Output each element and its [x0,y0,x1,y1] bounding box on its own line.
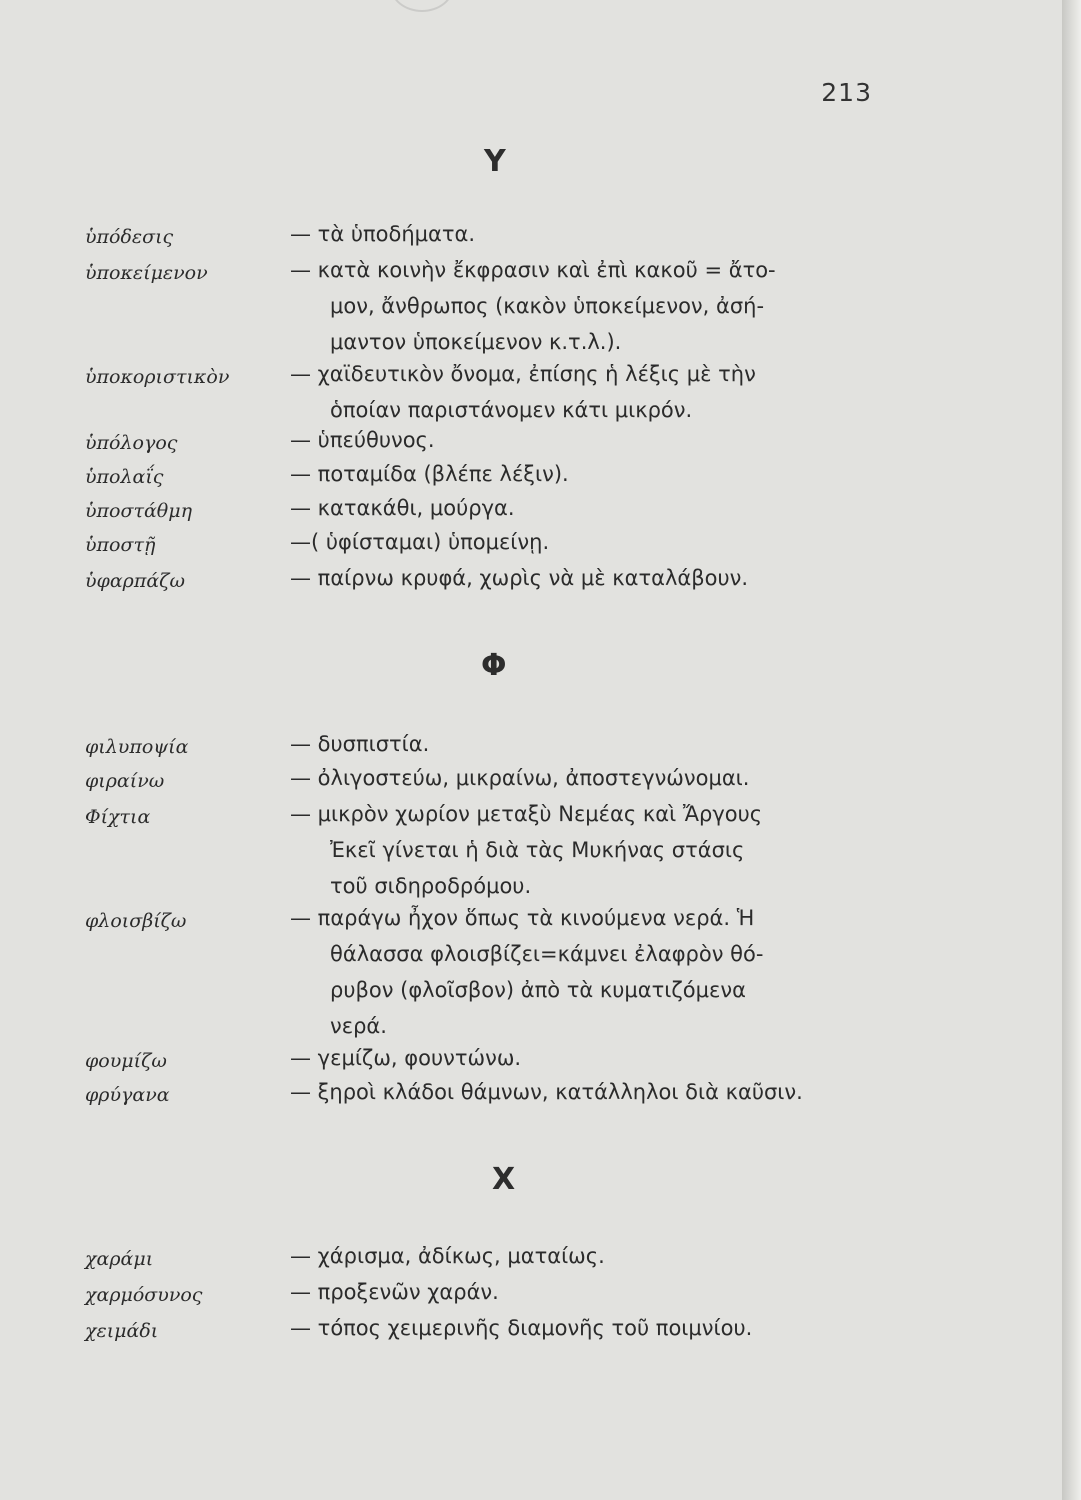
definition-line: — χάρισμα, ἀδίκως, ματαίως. [290,1244,605,1268]
entry-definition [290,216,925,252]
definition-line: — ποταμίδα (βλέπε λέξιν). [290,462,569,486]
entry-definition [290,900,925,1044]
entry-term: ὑπόδεσις [85,226,174,248]
entry-term: φιλυποψία [85,736,189,758]
definition-line: — κατὰ κοινὴν ἔκφρασιν καὶ ἐπὶ κακοῦ = ἄτο- [290,258,776,282]
definition-line: — παίρνω κρυφά, χωρὶς νὰ μὲ καταλάβουν. [290,566,749,590]
definition-line: — ὑπεύθυνος. [290,428,435,452]
definition-line: μον, ἄνθρωπος (κακὸν ὑποκείμενον, ἀσή- [330,294,765,318]
entry-term: χαρμόσυνος [85,1284,203,1306]
entry-definition [290,1274,925,1310]
definition-line: — δυσπιστία. [290,732,430,756]
definition-line: νερά. [330,1014,387,1038]
definition-line: τοῦ σιδηροδρόμου. [330,874,532,898]
entry-definition [290,1310,925,1346]
definition-line: — τόπος χειμερινῆς διαμονῆς τοῦ ποιμνίου. [290,1316,753,1340]
entry-definition [290,422,925,458]
entry-term: χειμάδι [85,1320,159,1342]
entry-term: ὑπολαΐς [85,466,164,488]
entry-term: Φίχτια [85,806,151,828]
definition-line: μαντον ὑποκείμενον κ.τ.λ.). [330,330,622,354]
entry-term: ὑποκοριστικὸν [85,366,230,388]
entry-term: ὑπόλογος [85,432,178,454]
definition-line: — τὰ ὑποδήματα. [290,222,476,246]
entry-definition [290,1238,925,1274]
entry-definition [290,726,925,762]
definition-line: ὁποίαν παριστάνομεν κάτι μικρόν. [330,398,693,422]
definition-line: ρυβον (φλοῖσβον) ἀπὸ τὰ κυματιζόμενα [330,978,746,1002]
section-heading-phi: Φ [481,648,507,683]
entry-term: ὑποκείμενον [85,262,208,284]
entry-definition [290,456,925,492]
entry-definition [290,1040,925,1076]
definition-line: — κατακάθι, μούργα. [290,496,515,520]
definition-line: — προξενῶν χαράν. [290,1280,499,1304]
section-heading-upsilon: Υ [484,144,506,179]
definition-line: — γεμίζω, φουντώνω. [290,1046,522,1070]
page-edge-mark [390,0,454,12]
entry-definition [290,356,925,428]
entry-definition [290,796,925,904]
definition-line: — χαϊδευτικὸν ὄνομα, ἐπίσης ἡ λέξις μὲ τὴν [290,362,756,386]
entry-term: ὑποστῇ [85,534,156,556]
entry-definition [290,1074,925,1110]
section-heading-chi: Χ [492,1162,516,1197]
entry-term: ὑποστάθμη [85,500,192,522]
entry-term: χαράμι [85,1248,154,1270]
definition-line: — μικρὸν χωρίον μεταξὺ Νεμέας καὶ Ἄργους [290,802,763,826]
entry-definition [290,524,925,560]
entry-definition [290,760,925,796]
entry-definition [290,490,925,526]
page-number: 213 [821,78,872,107]
entry-definition [290,560,925,596]
definition-line: — ξηροὶ κλάδοι θάμνων, κατάλληλοι διὰ καῦσιν. [290,1080,803,1104]
entry-term: φρύγανα [85,1084,170,1106]
entry-term: φλοισβίζω [85,910,187,932]
entry-term: ὑφαρπάζω [85,570,185,592]
page-edge [1062,0,1081,1500]
entry-term: φιραίνω [85,770,165,792]
entry-definition [290,252,925,360]
definition-line: —( ὑφίσταμαι) ὑπομείνῃ. [290,530,550,554]
definition-line: θάλασσα φλοισβίζει=κάμνει ἐλαφρὸν θό- [330,942,764,966]
definition-line: Ἐκεῖ γίνεται ἡ διὰ τὰς Μυκήνας στάσις [330,838,745,862]
definition-line: — παράγω ἦχον ὅπως τὰ κινούμενα νερά. Ἡ [290,906,755,930]
definition-line: — ὀλιγοστεύω, μικραίνω, ἀποστεγνώνομαι. [290,766,750,790]
entry-term: φουμίζω [85,1050,167,1072]
